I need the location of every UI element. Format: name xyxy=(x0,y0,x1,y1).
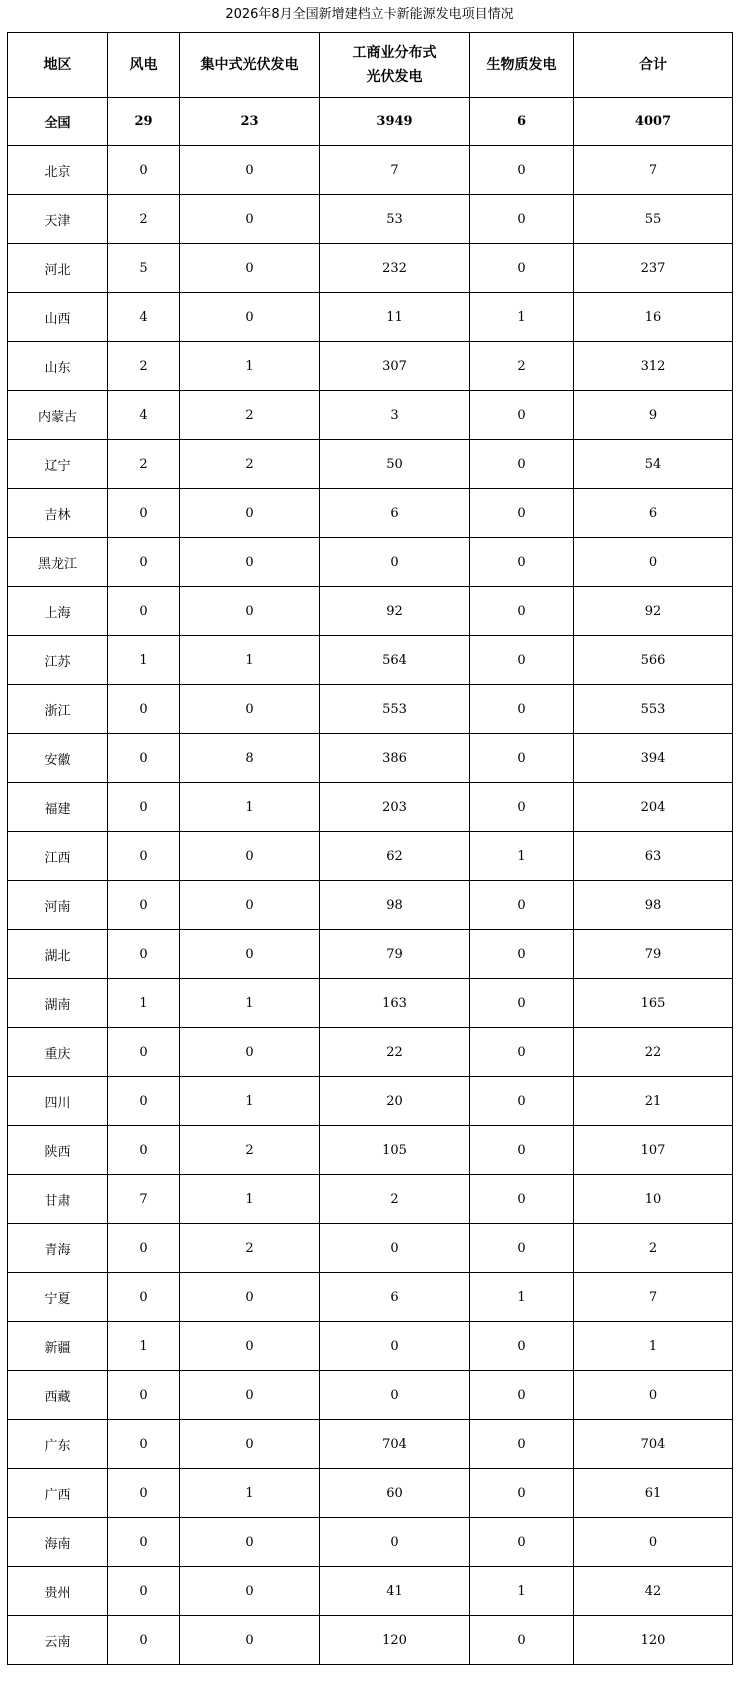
distributed-pv-cell: 22 xyxy=(320,1028,470,1077)
total-cell: 92 xyxy=(574,587,733,636)
table-row xyxy=(8,1322,733,1371)
centralized-pv-cell: 1 xyxy=(180,979,320,1028)
centralized-pv-cell: 0 xyxy=(180,1028,320,1077)
region-cell: 甘肃 xyxy=(8,1175,108,1224)
biomass-cell: 0 xyxy=(470,881,574,930)
table-row xyxy=(8,832,733,881)
wind-cell: 2 xyxy=(108,195,180,244)
region-cell: 安徽 xyxy=(8,734,108,783)
table-row xyxy=(8,1273,733,1322)
header-total: 合计 xyxy=(574,33,733,98)
wind-cell: 0 xyxy=(108,1469,180,1518)
region-cell: 西藏 xyxy=(8,1371,108,1420)
distributed-pv-cell: 120 xyxy=(320,1616,470,1665)
centralized-pv-cell: 0 xyxy=(180,1371,320,1420)
distributed-pv-cell: 564 xyxy=(320,636,470,685)
wind-cell: 5 xyxy=(108,244,180,293)
table-row xyxy=(8,783,733,832)
projects-table xyxy=(7,32,733,1665)
wind-cell: 0 xyxy=(108,1077,180,1126)
wind-cell: 0 xyxy=(108,930,180,979)
centralized-pv-cell: 1 xyxy=(180,783,320,832)
region-cell: 北京 xyxy=(8,146,108,195)
region-cell: 四川 xyxy=(8,1077,108,1126)
biomass-cell: 0 xyxy=(470,1077,574,1126)
region-cell: 黑龙江 xyxy=(8,538,108,587)
wind-cell: 2 xyxy=(108,342,180,391)
centralized-pv-cell: 2 xyxy=(180,440,320,489)
centralized-pv-cell: 0 xyxy=(180,1420,320,1469)
national-total-cell: 4007 xyxy=(574,98,733,146)
table-row xyxy=(8,342,733,391)
centralized-pv-cell: 0 xyxy=(180,1518,320,1567)
distributed-pv-cell: 704 xyxy=(320,1420,470,1469)
total-cell: 165 xyxy=(574,979,733,1028)
distributed-pv-cell: 7 xyxy=(320,146,470,195)
total-cell: 553 xyxy=(574,685,733,734)
distributed-pv-cell: 41 xyxy=(320,1567,470,1616)
region-cell: 贵州 xyxy=(8,1567,108,1616)
table-row xyxy=(8,734,733,783)
centralized-pv-cell: 0 xyxy=(180,832,320,881)
table-row xyxy=(8,1126,733,1175)
region-cell: 重庆 xyxy=(8,1028,108,1077)
centralized-pv-cell: 0 xyxy=(180,587,320,636)
wind-cell: 0 xyxy=(108,1420,180,1469)
biomass-cell: 0 xyxy=(470,1469,574,1518)
biomass-cell: 0 xyxy=(470,391,574,440)
table-row xyxy=(8,538,733,587)
centralized-pv-cell: 0 xyxy=(180,489,320,538)
biomass-cell: 0 xyxy=(470,636,574,685)
total-cell: 16 xyxy=(574,293,733,342)
total-cell: 22 xyxy=(574,1028,733,1077)
centralized-pv-cell: 0 xyxy=(180,685,320,734)
table-row xyxy=(8,195,733,244)
distributed-pv-cell: 92 xyxy=(320,587,470,636)
region-cell: 云南 xyxy=(8,1616,108,1665)
national-biomass-cell: 6 xyxy=(470,98,574,146)
table-row xyxy=(8,685,733,734)
total-cell: 9 xyxy=(574,391,733,440)
total-cell: 6 xyxy=(574,489,733,538)
centralized-pv-cell: 1 xyxy=(180,1077,320,1126)
distributed-pv-cell: 203 xyxy=(320,783,470,832)
wind-cell: 0 xyxy=(108,1224,180,1273)
biomass-cell: 0 xyxy=(470,685,574,734)
header-distributed-pv xyxy=(320,33,470,98)
total-cell: 1 xyxy=(574,1322,733,1371)
header-distributed-pv-line2: 光伏发电 xyxy=(366,69,423,85)
biomass-cell: 0 xyxy=(470,979,574,1028)
region-cell: 山东 xyxy=(8,342,108,391)
region-cell: 江西 xyxy=(8,832,108,881)
biomass-cell: 0 xyxy=(470,195,574,244)
wind-cell: 4 xyxy=(108,391,180,440)
biomass-cell: 0 xyxy=(470,783,574,832)
centralized-pv-cell: 0 xyxy=(180,881,320,930)
distributed-pv-cell: 0 xyxy=(320,1371,470,1420)
biomass-cell: 0 xyxy=(470,1322,574,1371)
region-cell: 广东 xyxy=(8,1420,108,1469)
table-row xyxy=(8,636,733,685)
wind-cell: 0 xyxy=(108,832,180,881)
table-row xyxy=(8,930,733,979)
biomass-cell: 0 xyxy=(470,146,574,195)
biomass-cell: 0 xyxy=(470,1420,574,1469)
wind-cell: 0 xyxy=(108,538,180,587)
region-cell: 陕西 xyxy=(8,1126,108,1175)
wind-cell: 0 xyxy=(108,1371,180,1420)
biomass-cell: 0 xyxy=(470,244,574,293)
table-row xyxy=(8,440,733,489)
distributed-pv-cell: 0 xyxy=(320,1224,470,1273)
wind-cell: 0 xyxy=(108,587,180,636)
distributed-pv-cell: 50 xyxy=(320,440,470,489)
centralized-pv-cell: 1 xyxy=(180,1175,320,1224)
table-row xyxy=(8,587,733,636)
region-cell: 海南 xyxy=(8,1518,108,1567)
national-centralized-pv-cell: 23 xyxy=(180,98,320,146)
total-cell: 394 xyxy=(574,734,733,783)
region-cell: 辽宁 xyxy=(8,440,108,489)
header-biomass: 生物质发电 xyxy=(470,33,574,98)
wind-cell: 2 xyxy=(108,440,180,489)
distributed-pv-cell: 98 xyxy=(320,881,470,930)
biomass-cell: 1 xyxy=(470,1273,574,1322)
distributed-pv-cell: 60 xyxy=(320,1469,470,1518)
distributed-pv-cell: 386 xyxy=(320,734,470,783)
table-row xyxy=(8,1616,733,1665)
wind-cell: 1 xyxy=(108,979,180,1028)
region-cell: 广西 xyxy=(8,1469,108,1518)
table-row xyxy=(8,244,733,293)
distributed-pv-cell: 0 xyxy=(320,538,470,587)
total-cell: 7 xyxy=(574,1273,733,1322)
biomass-cell: 1 xyxy=(470,832,574,881)
distributed-pv-cell: 0 xyxy=(320,1518,470,1567)
centralized-pv-cell: 1 xyxy=(180,1469,320,1518)
header-row xyxy=(8,33,733,98)
table-row xyxy=(8,1175,733,1224)
centralized-pv-cell: 0 xyxy=(180,1616,320,1665)
wind-cell: 4 xyxy=(108,293,180,342)
total-cell: 107 xyxy=(574,1126,733,1175)
centralized-pv-cell: 2 xyxy=(180,391,320,440)
table-row xyxy=(8,391,733,440)
total-cell: 237 xyxy=(574,244,733,293)
total-cell: 10 xyxy=(574,1175,733,1224)
total-cell: 42 xyxy=(574,1567,733,1616)
wind-cell: 1 xyxy=(108,636,180,685)
centralized-pv-cell: 0 xyxy=(180,293,320,342)
centralized-pv-cell: 0 xyxy=(180,244,320,293)
header-wind: 风电 xyxy=(108,33,180,98)
wind-cell: 0 xyxy=(108,1126,180,1175)
national-region-cell: 全国 xyxy=(8,98,108,146)
wind-cell: 0 xyxy=(108,783,180,832)
distributed-pv-cell: 62 xyxy=(320,832,470,881)
table-row xyxy=(8,1224,733,1273)
region-cell: 吉林 xyxy=(8,489,108,538)
region-cell: 天津 xyxy=(8,195,108,244)
wind-cell: 0 xyxy=(108,881,180,930)
total-cell: 0 xyxy=(574,1518,733,1567)
total-cell: 21 xyxy=(574,1077,733,1126)
biomass-cell: 1 xyxy=(470,1567,574,1616)
distributed-pv-cell: 105 xyxy=(320,1126,470,1175)
total-cell: 2 xyxy=(574,1224,733,1273)
header-region: 地区 xyxy=(8,33,108,98)
wind-cell: 7 xyxy=(108,1175,180,1224)
table-row xyxy=(8,1420,733,1469)
wind-cell: 1 xyxy=(108,1322,180,1371)
region-cell: 上海 xyxy=(8,587,108,636)
total-cell: 55 xyxy=(574,195,733,244)
national-wind-cell: 29 xyxy=(108,98,180,146)
total-cell: 704 xyxy=(574,1420,733,1469)
centralized-pv-cell: 1 xyxy=(180,636,320,685)
wind-cell: 0 xyxy=(108,1616,180,1665)
biomass-cell: 0 xyxy=(470,1224,574,1273)
biomass-cell: 0 xyxy=(470,1616,574,1665)
region-cell: 湖南 xyxy=(8,979,108,1028)
distributed-pv-cell: 3 xyxy=(320,391,470,440)
region-cell: 山西 xyxy=(8,293,108,342)
biomass-cell: 0 xyxy=(470,1175,574,1224)
distributed-pv-cell: 232 xyxy=(320,244,470,293)
table-row xyxy=(8,1518,733,1567)
biomass-cell: 2 xyxy=(470,342,574,391)
centralized-pv-cell: 0 xyxy=(180,1322,320,1371)
biomass-cell: 0 xyxy=(470,1028,574,1077)
wind-cell: 0 xyxy=(108,685,180,734)
biomass-cell: 0 xyxy=(470,1518,574,1567)
centralized-pv-cell: 0 xyxy=(180,195,320,244)
distributed-pv-cell: 163 xyxy=(320,979,470,1028)
region-cell: 内蒙古 xyxy=(8,391,108,440)
table-row xyxy=(8,1567,733,1616)
region-cell: 湖北 xyxy=(8,930,108,979)
wind-cell: 0 xyxy=(108,489,180,538)
centralized-pv-cell: 0 xyxy=(180,1567,320,1616)
centralized-pv-cell: 1 xyxy=(180,342,320,391)
region-cell: 河南 xyxy=(8,881,108,930)
region-cell: 福建 xyxy=(8,783,108,832)
distributed-pv-cell: 0 xyxy=(320,1322,470,1371)
biomass-cell: 0 xyxy=(470,440,574,489)
distributed-pv-cell: 20 xyxy=(320,1077,470,1126)
distributed-pv-cell: 79 xyxy=(320,930,470,979)
distributed-pv-cell: 307 xyxy=(320,342,470,391)
region-cell: 新疆 xyxy=(8,1322,108,1371)
biomass-cell: 0 xyxy=(470,489,574,538)
wind-cell: 0 xyxy=(108,734,180,783)
national-total-row xyxy=(8,98,733,146)
wind-cell: 0 xyxy=(108,1567,180,1616)
total-cell: 54 xyxy=(574,440,733,489)
biomass-cell: 0 xyxy=(470,1371,574,1420)
biomass-cell: 1 xyxy=(470,293,574,342)
total-cell: 566 xyxy=(574,636,733,685)
total-cell: 0 xyxy=(574,1371,733,1420)
distributed-pv-cell: 2 xyxy=(320,1175,470,1224)
centralized-pv-cell: 0 xyxy=(180,930,320,979)
table-title: 2026年8月全国新增建档立卡新能源发电项目情况 xyxy=(225,7,514,22)
distributed-pv-cell: 6 xyxy=(320,489,470,538)
distributed-pv-cell: 6 xyxy=(320,1273,470,1322)
header-centralized-pv: 集中式光伏发电 xyxy=(180,33,320,98)
centralized-pv-cell: 0 xyxy=(180,1273,320,1322)
table-row xyxy=(8,979,733,1028)
region-cell: 宁夏 xyxy=(8,1273,108,1322)
wind-cell: 0 xyxy=(108,146,180,195)
centralized-pv-cell: 2 xyxy=(180,1224,320,1273)
table-row xyxy=(8,1077,733,1126)
distributed-pv-cell: 53 xyxy=(320,195,470,244)
total-cell: 120 xyxy=(574,1616,733,1665)
table-row xyxy=(8,881,733,930)
centralized-pv-cell: 0 xyxy=(180,146,320,195)
table-row xyxy=(8,1371,733,1420)
distributed-pv-cell: 553 xyxy=(320,685,470,734)
total-cell: 79 xyxy=(574,930,733,979)
biomass-cell: 0 xyxy=(470,930,574,979)
region-cell: 青海 xyxy=(8,1224,108,1273)
total-cell: 0 xyxy=(574,538,733,587)
biomass-cell: 0 xyxy=(470,734,574,783)
total-cell: 98 xyxy=(574,881,733,930)
total-cell: 63 xyxy=(574,832,733,881)
distributed-pv-cell: 11 xyxy=(320,293,470,342)
total-cell: 204 xyxy=(574,783,733,832)
header-distributed-pv-line1: 工商业分布式 xyxy=(352,45,437,61)
wind-cell: 0 xyxy=(108,1273,180,1322)
national-distributed-pv-cell: 3949 xyxy=(320,98,470,146)
table-row xyxy=(8,1469,733,1518)
region-cell: 河北 xyxy=(8,244,108,293)
centralized-pv-cell: 2 xyxy=(180,1126,320,1175)
region-cell: 江苏 xyxy=(8,636,108,685)
wind-cell: 0 xyxy=(108,1028,180,1077)
total-cell: 312 xyxy=(574,342,733,391)
centralized-pv-cell: 0 xyxy=(180,538,320,587)
biomass-cell: 0 xyxy=(470,1126,574,1175)
region-cell: 浙江 xyxy=(8,685,108,734)
table-row xyxy=(8,146,733,195)
total-cell: 7 xyxy=(574,146,733,195)
table-row xyxy=(8,293,733,342)
wind-cell: 0 xyxy=(108,1518,180,1567)
biomass-cell: 0 xyxy=(470,538,574,587)
table-row xyxy=(8,1028,733,1077)
centralized-pv-cell: 8 xyxy=(180,734,320,783)
total-cell: 61 xyxy=(574,1469,733,1518)
table-row xyxy=(8,489,733,538)
biomass-cell: 0 xyxy=(470,587,574,636)
